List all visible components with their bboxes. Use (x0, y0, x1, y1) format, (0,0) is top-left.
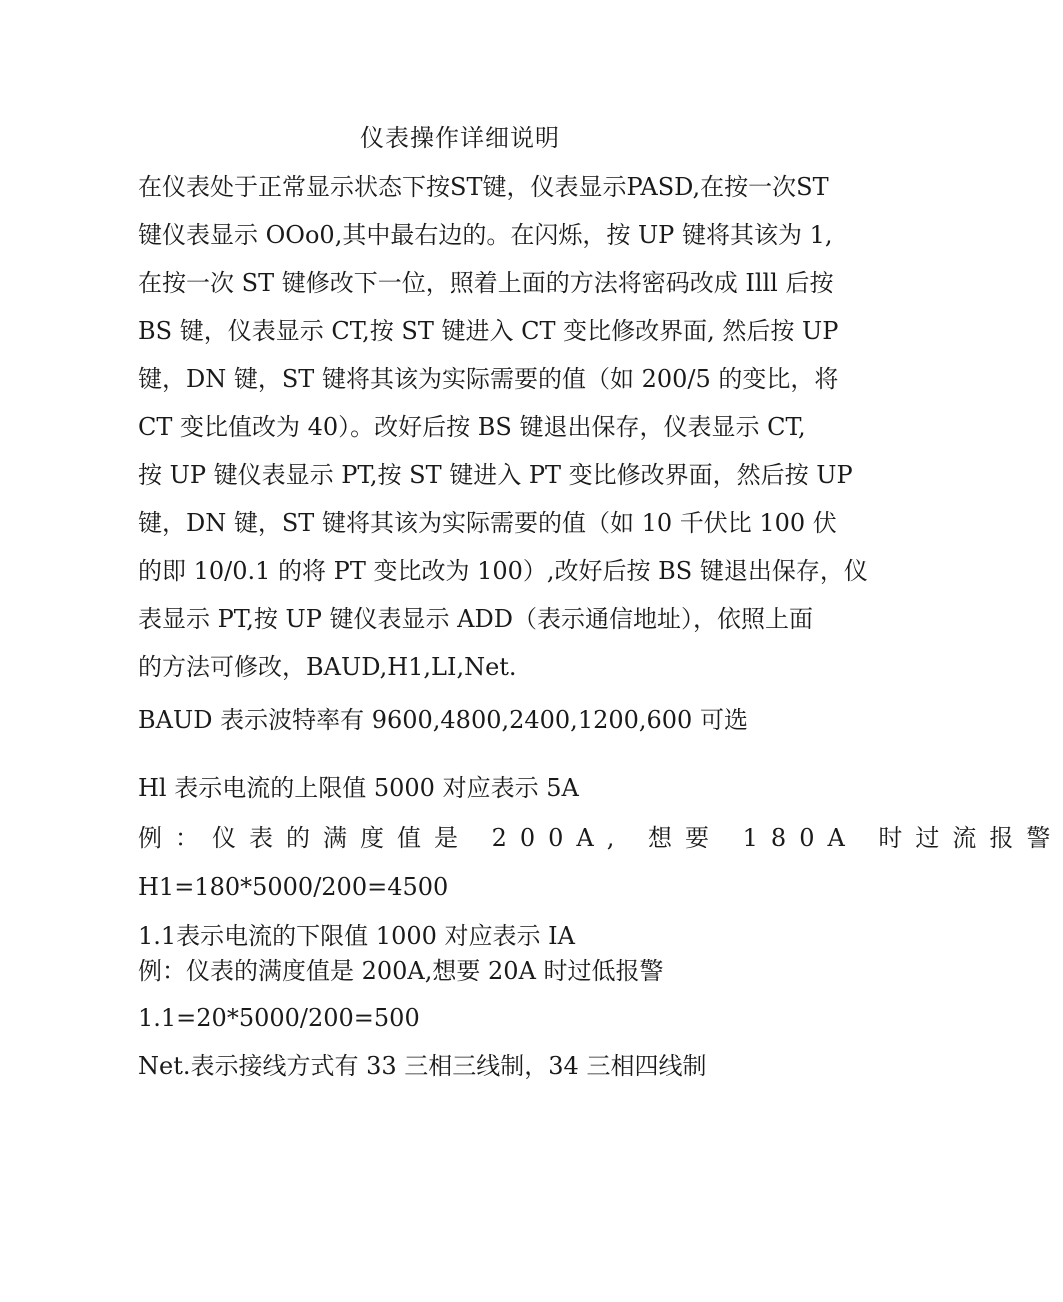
paragraph-line: BS 键，仪表显示 CT,按 ST 键进入 CT 变比修改界面, 然后按 UP (138, 317, 839, 345)
wiring-mode-description: Net.表示接线方式有 33 三相三线制，34 三相四线制 (138, 1052, 707, 1080)
document-title: 仪表操作详细说明 (360, 124, 560, 152)
paragraph-line: 在仪表处于正常显示状态下按ST键，仪表显示PASD,在按一次ST (138, 173, 829, 201)
paragraph-line: 按 UP 键仪表显示 PT,按 ST 键进入 PT 变比修改界面，然后按 UP (138, 461, 853, 489)
instructions-paragraph (138, 163, 868, 691)
paragraph-line: 键仪表显示 OOo0,其中最右边的。在闪烁，按 UP 键将其该为 1, (138, 221, 833, 249)
upper-limit-description: Hl 表示电流的上限值 5000 对应表示 5A (138, 774, 579, 802)
paragraph-line: 在按一次 ST 键修改下一位，照着上面的方法将密码改成 Illl 后按 (138, 269, 834, 297)
upper-limit-example: 例：仪表的满度值是 200A, 想要 180A 时过流报警 (138, 824, 1063, 852)
paragraph-line: 表显示 PT,按 UP 键仪表显示 ADD（表示通信地址），依照上面 (138, 605, 813, 633)
paragraph-line: 的即 10/0.1 的将 PT 变比改为 100）,改好后按 BS 键退出保存，仪 (138, 557, 868, 585)
upper-limit-formula: H1=180*5000/200=4500 (138, 873, 449, 901)
lower-limit-description: 1.1表示电流的下限值 1000 对应表示 IA (138, 922, 575, 950)
paragraph-line: CT 变比值改为 40）。改好后按 BS 键退出保存，仪表显示 CT, (138, 413, 806, 441)
lower-limit-example: 例：仪表的满度值是 200A,想要 20A 时过低报警 (138, 957, 664, 985)
paragraph-line: 的方法可修改，BAUD,H1,LI,Net. (138, 653, 517, 681)
paragraph-line: 键，DN 键，ST 键将其该为实际需要的值（如 200/5 的变比，将 (138, 365, 839, 393)
baud-description: BAUD 表示波特率有 9600,4800,2400,1200,600 可选 (138, 706, 748, 734)
lower-limit-formula: 1.1=20*5000/200=500 (138, 1004, 420, 1032)
paragraph-line: 键，DN 键，ST 键将其该为实际需要的值（如 10 千伏比 100 伏 (138, 509, 837, 537)
